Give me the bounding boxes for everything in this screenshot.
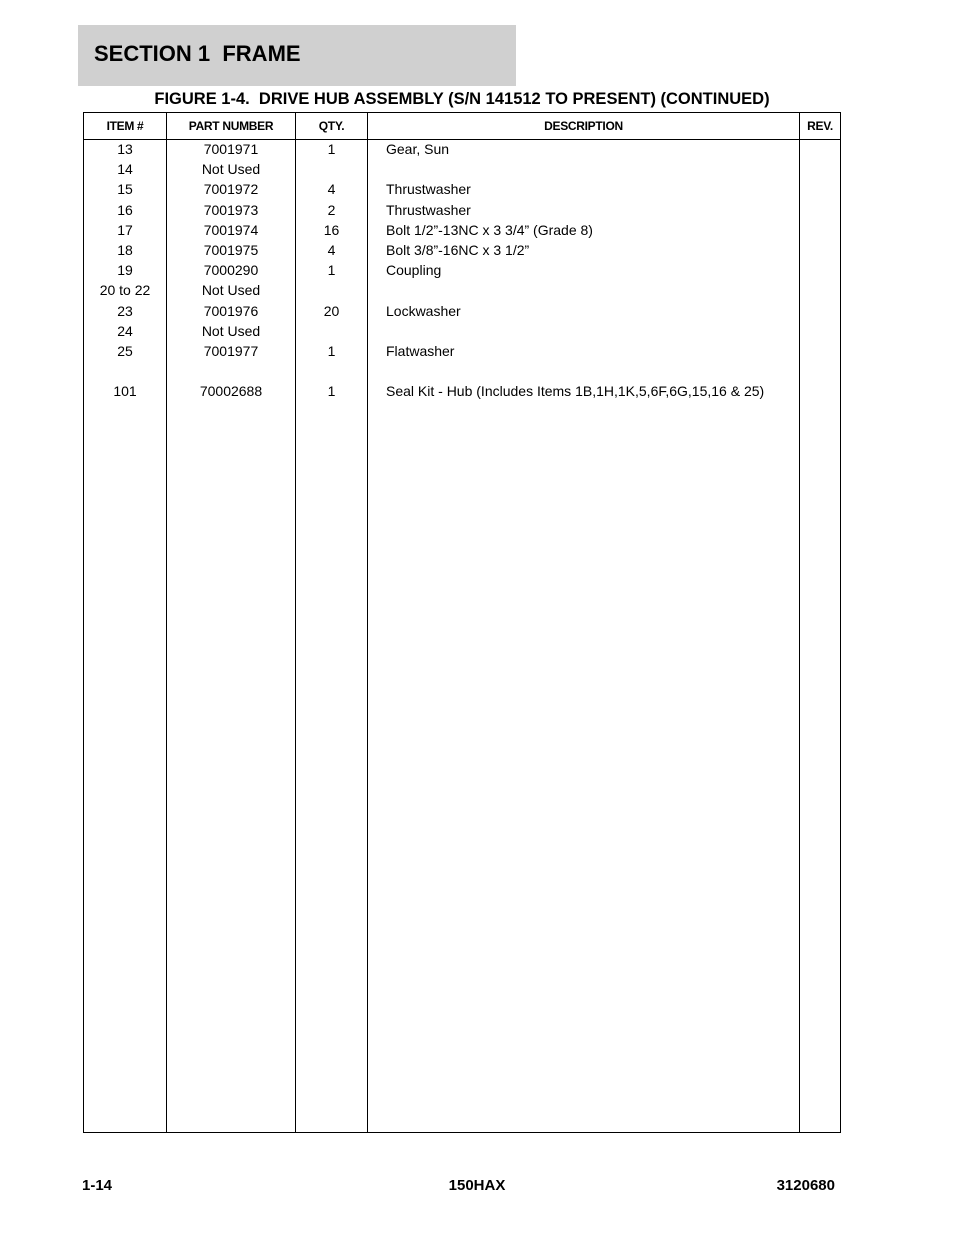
cell-item: 23 <box>117 302 133 319</box>
model-name: 150HAX <box>448 1177 506 1194</box>
table-row <box>84 302 840 322</box>
header-description: DESCRIPTION <box>544 119 623 133</box>
cell-description: Thrustwasher <box>386 201 471 218</box>
cell-description: Gear, Sun <box>386 141 450 157</box>
table-row <box>84 241 840 261</box>
cell-qty: 1 <box>327 141 336 157</box>
cell-item: 15 <box>117 181 133 198</box>
cell-part-number: 7001977 <box>203 342 259 359</box>
parts-table <box>83 112 841 1133</box>
cell-part-number: 7001974 <box>203 221 259 238</box>
cell-part-number: 7001971 <box>203 141 259 157</box>
section-banner <box>78 25 516 86</box>
section-title: SECTION 1 FRAME <box>94 41 301 66</box>
cell-qty: 1 <box>327 262 336 279</box>
cell-description: Flatwasher <box>386 342 455 359</box>
cell-part-number: 7001972 <box>203 181 259 198</box>
header-rev: REV. <box>807 119 833 133</box>
cell-description: Thrustwasher <box>386 181 471 198</box>
cell-part-number: 7001975 <box>203 241 259 258</box>
table-row <box>84 160 840 180</box>
table-body <box>84 140 840 402</box>
cell-part-number: 7001976 <box>203 302 259 319</box>
table-row <box>84 261 840 281</box>
table-row <box>84 201 840 221</box>
cell-item: 25 <box>117 342 133 359</box>
header-item: ITEM # <box>106 119 144 133</box>
cell-part-number: 7000290 <box>203 262 259 279</box>
cell-description: Lockwasher <box>386 302 461 319</box>
page-number: 1-14 <box>82 1177 113 1194</box>
cell-item: 24 <box>117 322 133 339</box>
cell-item: 17 <box>117 221 133 238</box>
cell-part-number: 70002688 <box>199 383 263 400</box>
cell-part-number: Not Used <box>201 161 261 178</box>
cell-qty: 1 <box>327 383 336 400</box>
cell-part-number: Not Used <box>201 282 261 299</box>
table-row <box>84 140 840 160</box>
table-row <box>84 342 840 362</box>
cell-item: 19 <box>117 262 133 279</box>
cell-qty: 1 <box>327 342 336 359</box>
table-row <box>84 180 840 200</box>
cell-qty: 4 <box>327 241 336 258</box>
cell-description: Coupling <box>386 262 442 279</box>
cell-item: 13 <box>117 141 133 157</box>
cell-item: 101 <box>113 383 137 400</box>
cell-item: 18 <box>117 241 133 258</box>
header-qty: QTY. <box>318 119 345 133</box>
cell-qty: 4 <box>327 181 336 198</box>
cell-item: 16 <box>117 201 133 218</box>
cell-part-number: Not Used <box>201 322 261 339</box>
cell-qty: 2 <box>327 201 336 218</box>
cell-description: Bolt 1/2”-13NC x 3 3/4” (Grade 8) <box>386 221 593 238</box>
cell-qty: 20 <box>323 302 340 319</box>
table-row <box>84 382 840 402</box>
figure-title: FIGURE 1-4. DRIVE HUB ASSEMBLY (S/N 141512 TO PRESENT) (CONTINUED) <box>154 90 770 108</box>
cell-item: 14 <box>117 161 133 178</box>
table-row <box>84 221 840 241</box>
cell-description: Bolt 3/8”-16NC x 3 1/2” <box>386 241 530 258</box>
cell-part-number: 7001973 <box>203 201 259 218</box>
cell-description: Seal Kit - Hub (Includes Items 1B,1H,1K,5,6F,6G,15,16 & 25) <box>386 383 765 400</box>
table-row <box>84 322 840 342</box>
cell-qty: 16 <box>323 221 340 238</box>
header-part-number: PART NUMBER <box>188 119 274 133</box>
cell-item: 20 to 22 <box>99 282 151 299</box>
document-number: 3120680 <box>776 1177 835 1194</box>
table-row <box>84 281 840 301</box>
